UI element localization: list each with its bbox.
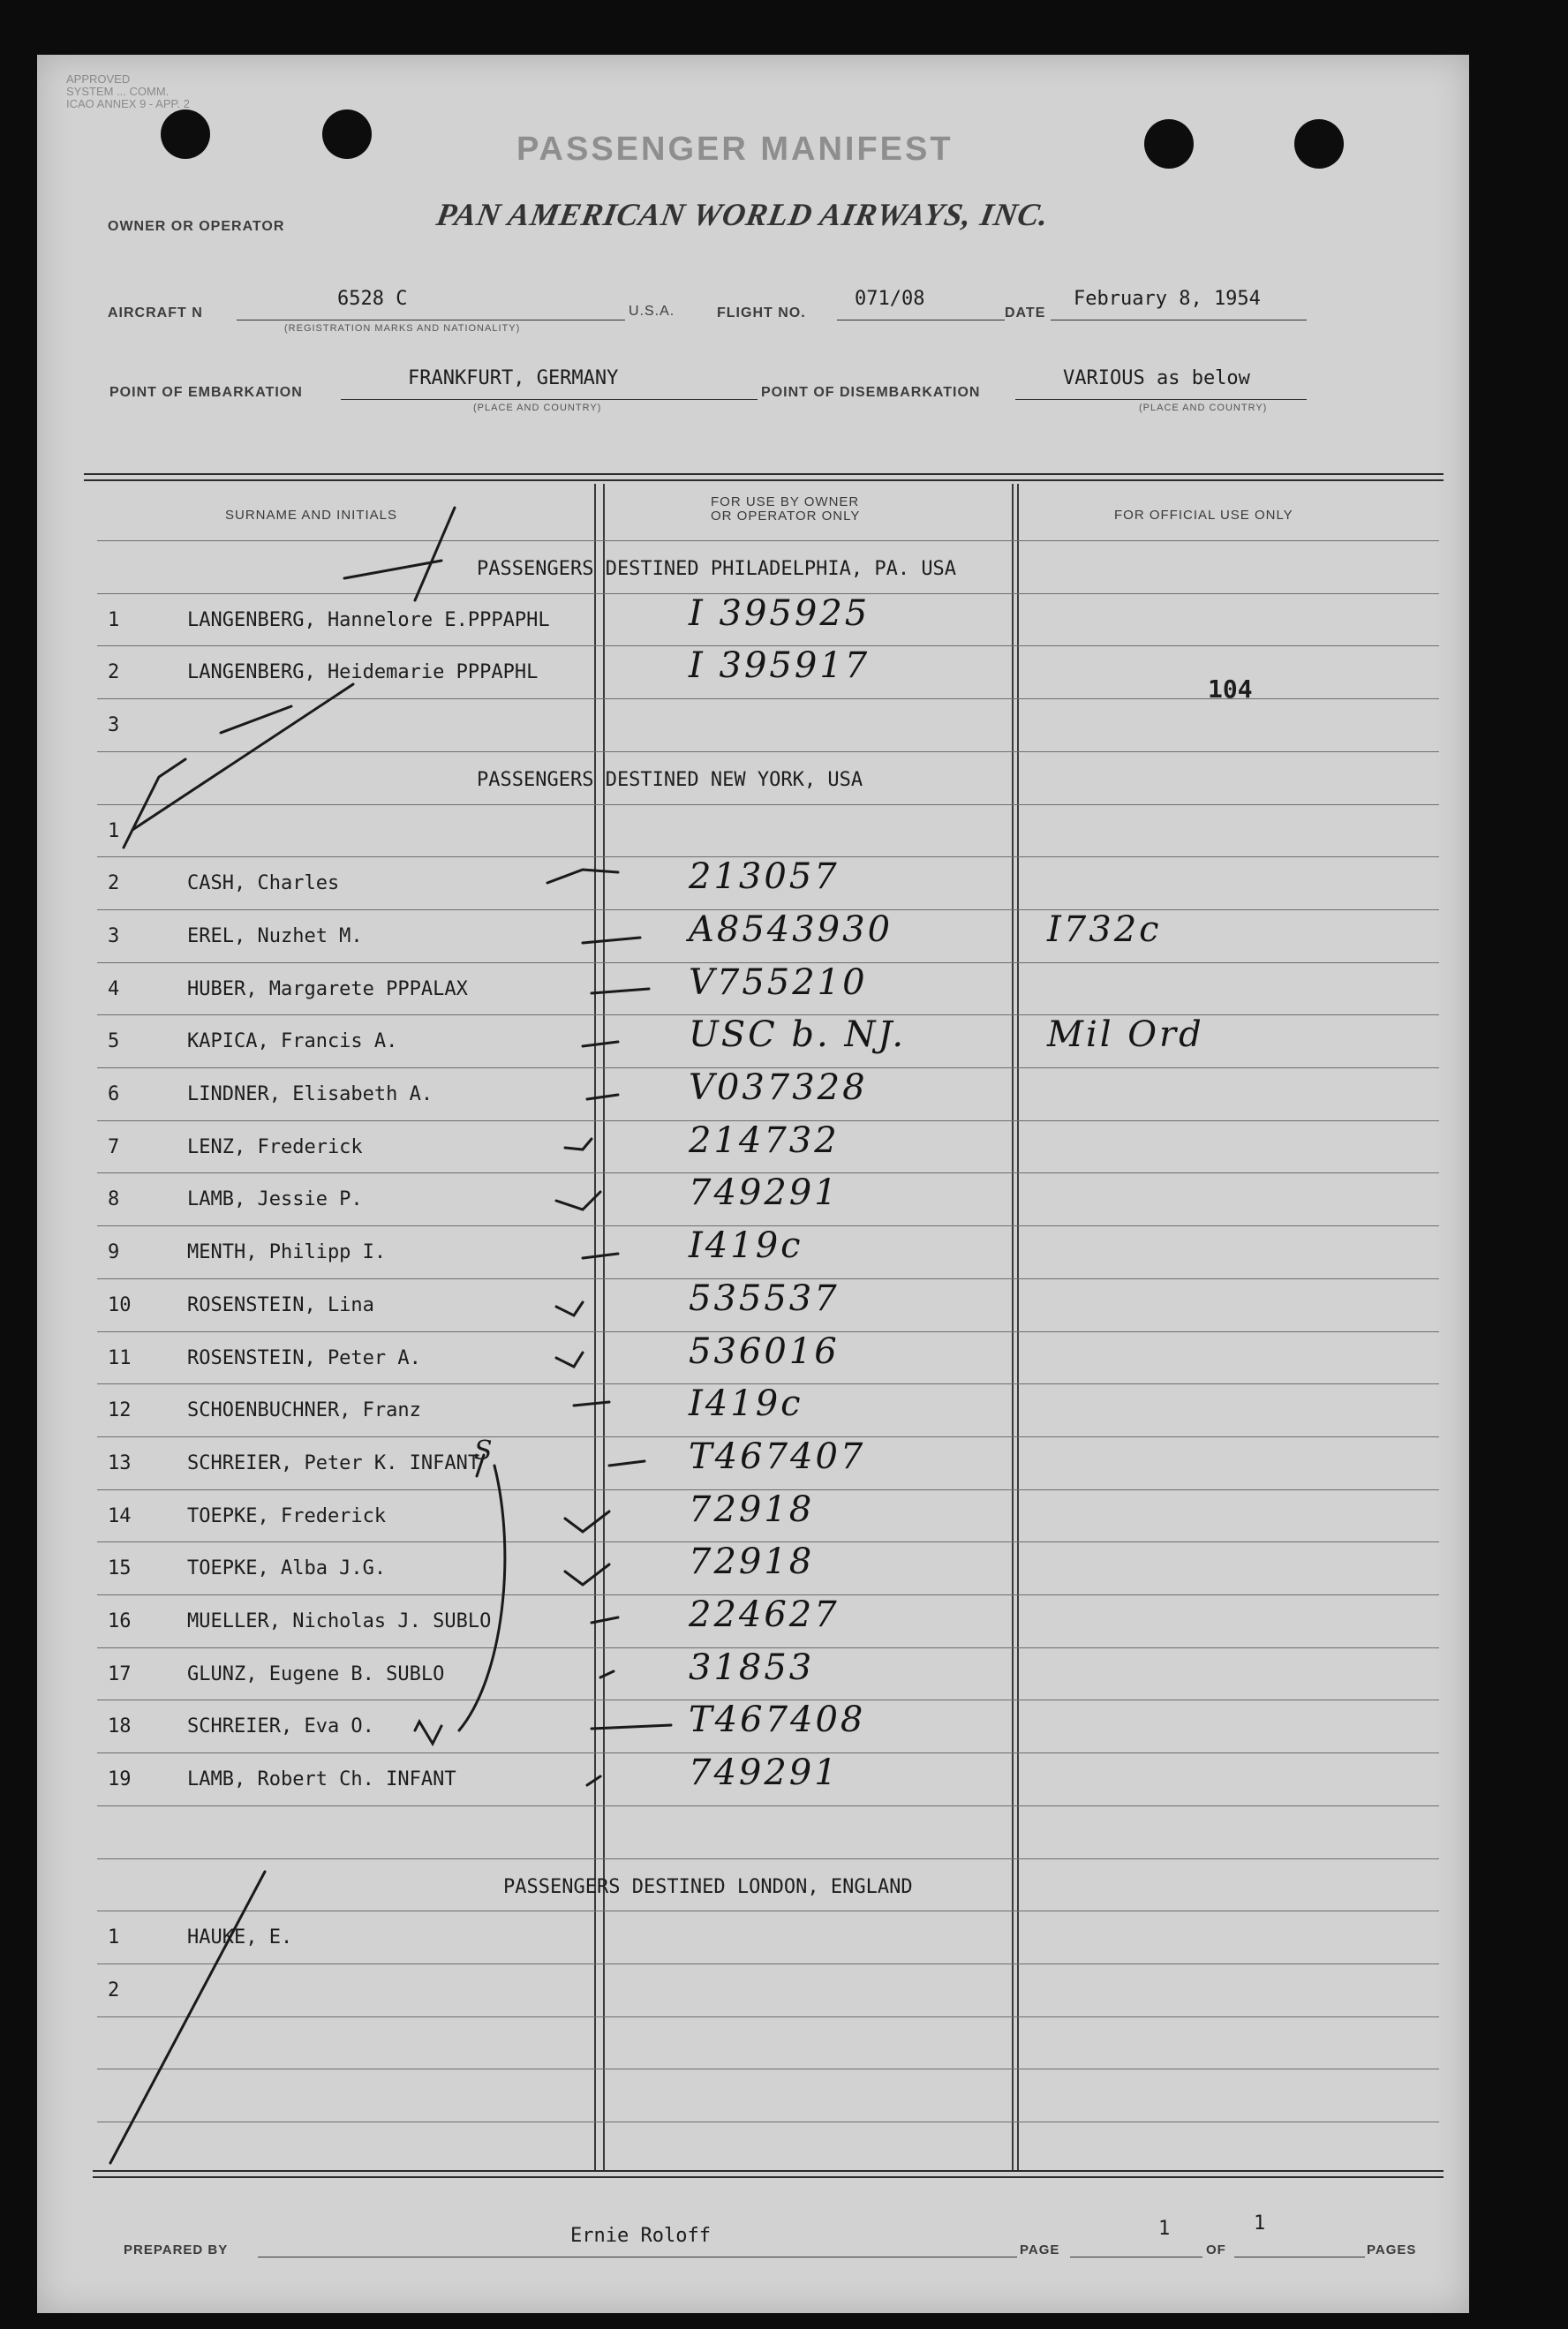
document-number: I419c: [689, 1383, 803, 1425]
document-number: A8543930: [689, 908, 893, 950]
approval-stamp: APPROVED SYSTEM ... COMM. ICAO ANNEX 9 - APP. 2: [66, 72, 190, 110]
column-header-owner-1: FOR USE BY OWNER: [711, 494, 860, 509]
official-number: 104: [1208, 675, 1253, 704]
nationality: U.S.A.: [629, 304, 675, 319]
row-number: 3: [108, 924, 120, 947]
cross-out-stroke: [415, 508, 455, 600]
row-number: 6: [108, 1083, 120, 1105]
tick-mark: [565, 1139, 592, 1149]
row-number: 15: [108, 1557, 132, 1580]
passenger-name: MUELLER, Nicholas J. SUBLO: [187, 1610, 492, 1632]
prepared-by-name: Ernie Roloff: [570, 2225, 711, 2247]
page-number: 1: [1158, 2218, 1171, 2240]
passenger-name: LINDNER, Elisabeth A.: [187, 1083, 433, 1105]
passenger-name: LAMB, Robert Ch. INFANT: [187, 1768, 456, 1791]
pages-label: PAGES: [1367, 2242, 1417, 2257]
flight-date: February 8, 1954: [1074, 288, 1261, 310]
row-number: 2: [108, 1979, 120, 2001]
document-number: I419c: [689, 1225, 803, 1267]
disembarkation-label: POINT OF DISEMBARKATION: [761, 385, 981, 400]
cross-out-stroke: [110, 1872, 265, 2163]
document-number: 31853: [689, 1647, 815, 1688]
embarkation-point: FRANKFURT, GERMANY: [408, 367, 619, 389]
row-number: 1: [108, 819, 120, 842]
document-number: 72918: [689, 1489, 815, 1530]
tick-mark: [574, 1402, 609, 1406]
document-number: 535537: [689, 1278, 840, 1319]
column-header-official: FOR OFFICIAL USE ONLY: [1114, 508, 1293, 523]
passenger-name: TOEPKE, Alba J.G.: [187, 1557, 387, 1580]
row-number: 14: [108, 1504, 132, 1527]
row-number: 1: [108, 1926, 120, 1949]
owner-label: OWNER OR OPERATOR: [108, 219, 285, 234]
passenger-name: KAPICA, Francis A.: [187, 1030, 398, 1053]
document-number: 213057: [689, 856, 840, 898]
document-number: 224627: [689, 1594, 840, 1635]
passenger-name: HUBER, Margarete PPPALAX: [187, 977, 468, 1000]
tick-mark: [556, 1302, 583, 1315]
row-number: 7: [108, 1135, 120, 1158]
tick-mark: [600, 1671, 614, 1677]
document-number: T467408: [689, 1700, 866, 1741]
section-heading: PASSENGERS DESTINED LONDON, ENGLAND: [503, 1875, 913, 1898]
document-number: USC b. NJ.: [689, 1014, 907, 1056]
document-number: 536016: [689, 1330, 840, 1372]
aircraft-label: AIRCRAFT N: [108, 305, 203, 320]
passenger-name: ROSENSTEIN, Lina: [187, 1293, 374, 1316]
place-caption: (PLACE AND COUNTRY): [1139, 403, 1268, 413]
column-header-name: SURNAME AND INITIALS: [225, 508, 398, 523]
registration-caption: (REGISTRATION MARKS AND NATIONALITY): [284, 323, 521, 334]
tick-mark: [592, 1725, 671, 1729]
tick-mark: [547, 870, 618, 883]
tick-mark: [609, 1461, 645, 1466]
passenger-name: EREL, Nuzhet M.: [187, 924, 363, 947]
handwritten-s-mark: S: [474, 1436, 493, 1466]
row-number: 2: [108, 661, 120, 684]
form-title: PASSENGER MANIFEST: [516, 131, 954, 168]
embarkation-label: POINT OF EMBARKATION: [109, 385, 303, 400]
passenger-name: MENTH, Philipp I.: [187, 1241, 387, 1264]
date-label: DATE: [1005, 305, 1046, 320]
row-number: 5: [108, 1030, 120, 1053]
row-number: 13: [108, 1451, 132, 1474]
tick-mark: [565, 1564, 609, 1585]
row-number: 2: [108, 872, 120, 895]
document-number: I 395917: [689, 645, 871, 687]
row-number: 19: [108, 1768, 132, 1791]
row-number: 10: [108, 1293, 132, 1316]
document-number: 214732: [689, 1119, 840, 1161]
operator-name: PAN AMERICAN WORLD AIRWAYS, INC.: [433, 197, 1052, 232]
column-header-owner-2: OR OPERATOR ONLY: [711, 509, 861, 524]
tick-mark: [565, 1511, 609, 1532]
section-heading: PASSENGERS DESTINED PHILADELPHIA, PA. USA: [477, 558, 957, 580]
passenger-name: GLUNZ, Eugene B. SUBLO: [187, 1662, 445, 1685]
aircraft-number: 6528 C: [337, 288, 408, 310]
passenger-name: LAMB, Jessie P.: [187, 1188, 363, 1211]
document-number: V037328: [689, 1067, 868, 1108]
row-number: 3: [108, 714, 120, 737]
flight-label: FLIGHT NO.: [717, 305, 806, 320]
passenger-name: LANGENBERG, Heidemarie PPPAPHL: [187, 661, 539, 684]
cross-out-stroke: [132, 684, 353, 830]
row-number: 9: [108, 1241, 120, 1264]
passenger-name: HAUKE, E.: [187, 1926, 293, 1949]
passenger-name: TOEPKE, Frederick: [187, 1504, 387, 1527]
passenger-name: LENZ, Frederick: [187, 1135, 363, 1158]
bracket-mark: [459, 1466, 505, 1730]
document-number: 749291: [689, 1172, 840, 1214]
document-number: V755210: [689, 961, 868, 1003]
flight-number: 071/08: [855, 288, 925, 310]
row-number: 16: [108, 1610, 132, 1632]
official-note: I732c: [1047, 908, 1162, 950]
disembarkation-point: VARIOUS as below: [1063, 367, 1250, 389]
official-mark-squiggle: [415, 1722, 441, 1744]
passenger-name: SCHREIER, Eva O.: [187, 1715, 374, 1738]
document-number: I 395925: [689, 592, 871, 634]
row-number: 12: [108, 1399, 132, 1422]
of-label: OF: [1206, 2242, 1226, 2257]
official-note: Mil Ord: [1047, 1014, 1204, 1056]
row-number: 18: [108, 1715, 132, 1738]
tick-mark: [583, 1254, 618, 1258]
document-number: 72918: [689, 1541, 815, 1583]
cross-out-stroke: [221, 706, 291, 733]
tick-mark: [583, 938, 640, 943]
passenger-name: ROSENSTEIN, Peter A.: [187, 1346, 421, 1369]
tick-mark: [587, 1095, 618, 1099]
passenger-name: SCHREIER, Peter K. INFANT: [187, 1451, 480, 1474]
place-caption: (PLACE AND COUNTRY): [473, 403, 602, 413]
tick-mark: [583, 1042, 618, 1046]
row-number: 4: [108, 977, 120, 1000]
passenger-name: SCHOENBUCHNER, Franz: [187, 1399, 421, 1422]
passenger-name: LANGENBERG, Hannelore E.PPPAPHL: [187, 608, 550, 631]
section-heading: PASSENGERS DESTINED NEW YORK, USA: [477, 768, 863, 791]
document-number: T467407: [689, 1436, 866, 1477]
row-number: 1: [108, 608, 120, 631]
row-number: 8: [108, 1188, 120, 1211]
tick-mark: [556, 1353, 583, 1367]
tick-mark: [592, 1617, 618, 1623]
row-number: 17: [108, 1662, 132, 1685]
tick-mark: [587, 1776, 600, 1785]
row-number: 11: [108, 1346, 132, 1369]
tick-mark: [592, 989, 649, 993]
tick-mark: [556, 1192, 600, 1210]
page-label: PAGE: [1020, 2242, 1060, 2257]
total-pages: 1: [1254, 2212, 1266, 2235]
passenger-name: CASH, Charles: [187, 872, 340, 895]
document-number: 749291: [689, 1752, 840, 1794]
prepared-by-label: PREPARED BY: [124, 2242, 229, 2257]
cross-out-stroke: [124, 759, 185, 848]
